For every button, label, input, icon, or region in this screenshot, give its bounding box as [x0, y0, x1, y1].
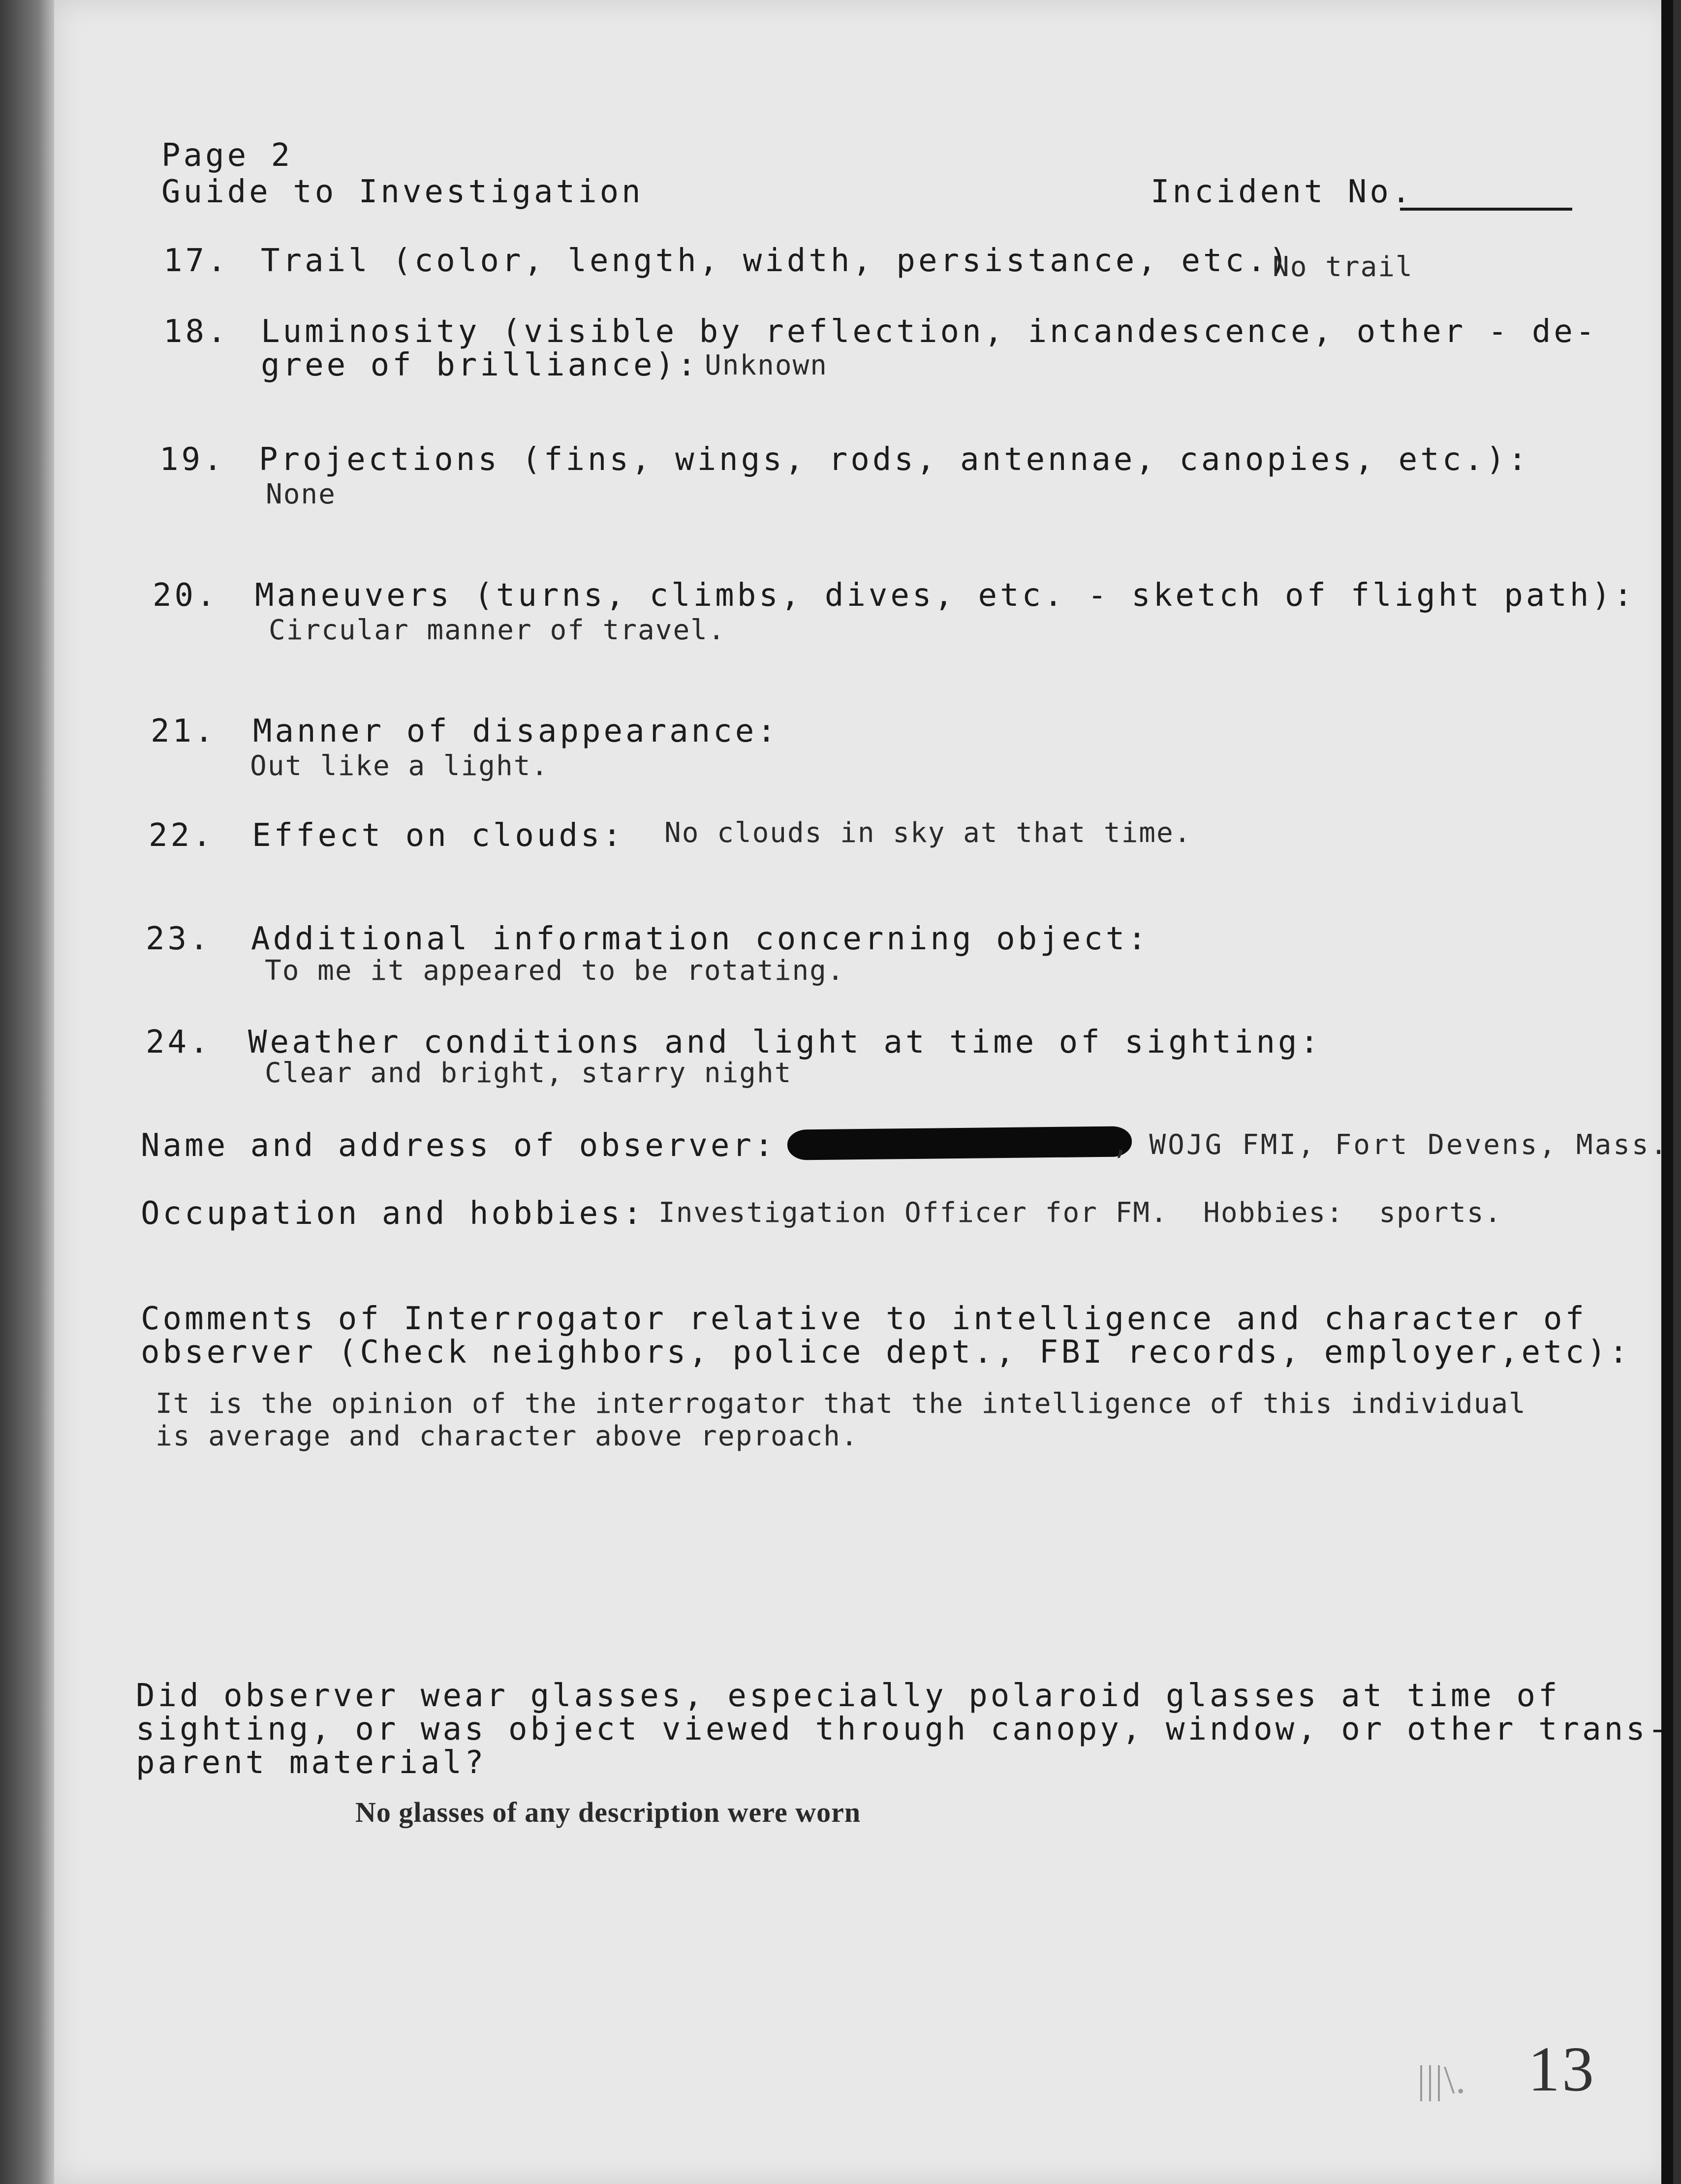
- item-22-number: 22.: [149, 817, 215, 854]
- document-page: [54, 0, 1673, 2184]
- item-17-number: 17.: [163, 243, 229, 279]
- page-number: 13: [1528, 2034, 1596, 2105]
- item-24-number: 24.: [146, 1024, 212, 1061]
- scan-right-edge: [1661, 0, 1673, 2184]
- item-23-answer: To me it appeared to be rotating.: [265, 955, 845, 987]
- glasses-question-line1: Did observer wear glasses, especially polaroid glasses at time of: [136, 1678, 1560, 1714]
- item-18-prompt: Luminosity (visible by reflection, incandescence, other - de-: [261, 313, 1598, 350]
- comments-label-line2: observer (Check neighbors, police dept., FBI records, employer,etc):: [141, 1334, 1631, 1371]
- incident-number-field: [1400, 177, 1572, 211]
- item-23-number: 23.: [146, 921, 212, 957]
- item-23-prompt: Additional information concerning object:: [251, 921, 1150, 957]
- item-21-answer: Out like a light.: [250, 750, 549, 782]
- item-17-answer: No trail: [1273, 251, 1413, 283]
- item-20-prompt: Maneuvers (turns, climbs, dives, etc. - sketch of flight path):: [255, 577, 1636, 614]
- item-21-number: 21.: [151, 713, 217, 749]
- observer-name-value: , WOJG FMI, Fort Devens, Mass.: [1112, 1129, 1669, 1161]
- redaction-mark: [787, 1126, 1132, 1160]
- glasses-answer: No glasses of any description were worn: [355, 1796, 861, 1828]
- item-18-number: 18.: [163, 313, 229, 350]
- incident-label: Incident No.: [1151, 174, 1414, 210]
- comments-label-line1: Comments of Interrogator relative to intelligence and character of: [141, 1301, 1588, 1337]
- filing-marks: |||\.: [1417, 2059, 1467, 2102]
- page-label: Page 2: [161, 137, 293, 174]
- item-22-answer: No clouds in sky at that time.: [664, 817, 1192, 849]
- item-21-prompt: Manner of disappearance:: [253, 713, 779, 749]
- item-18-prompt-line2: gree of brilliance):: [261, 347, 699, 383]
- glasses-question-line3: parent material?: [136, 1745, 487, 1781]
- glasses-question-line2: sighting, or was object viewed through canopy, window, or other trans-: [136, 1711, 1670, 1747]
- item-19-prompt: Projections (fins, wings, rods, antennae, canopies, etc.):: [259, 441, 1530, 478]
- item-24-prompt: Weather conditions and light at time of sighting:: [248, 1024, 1322, 1061]
- comments-value-line1: It is the opinion of the interrogator that the intelligence of this individual: [156, 1388, 1526, 1420]
- occupation-value: Investigation Officer for FM. Hobbies: sports.: [658, 1197, 1502, 1229]
- scan-left-edge: [0, 0, 54, 2184]
- comments-value-line2: is average and character above reproach.: [156, 1420, 859, 1452]
- item-22-prompt: Effect on clouds:: [252, 817, 625, 854]
- item-18-answer: Unknown: [705, 349, 828, 381]
- item-19-number: 19.: [159, 441, 225, 478]
- item-20-number: 20.: [153, 577, 218, 614]
- observer-name-label: Name and address of observer:: [141, 1127, 777, 1164]
- form-title: Guide to Investigation: [161, 174, 644, 210]
- item-19-answer: None: [266, 478, 336, 510]
- occupation-label: Occupation and hobbies:: [141, 1195, 645, 1232]
- item-24-answer: Clear and bright, starry night: [265, 1057, 792, 1089]
- item-17-prompt: Trail (color, length, width, persistance, etc.): [261, 243, 1291, 279]
- item-20-answer: Circular manner of travel.: [269, 614, 726, 646]
